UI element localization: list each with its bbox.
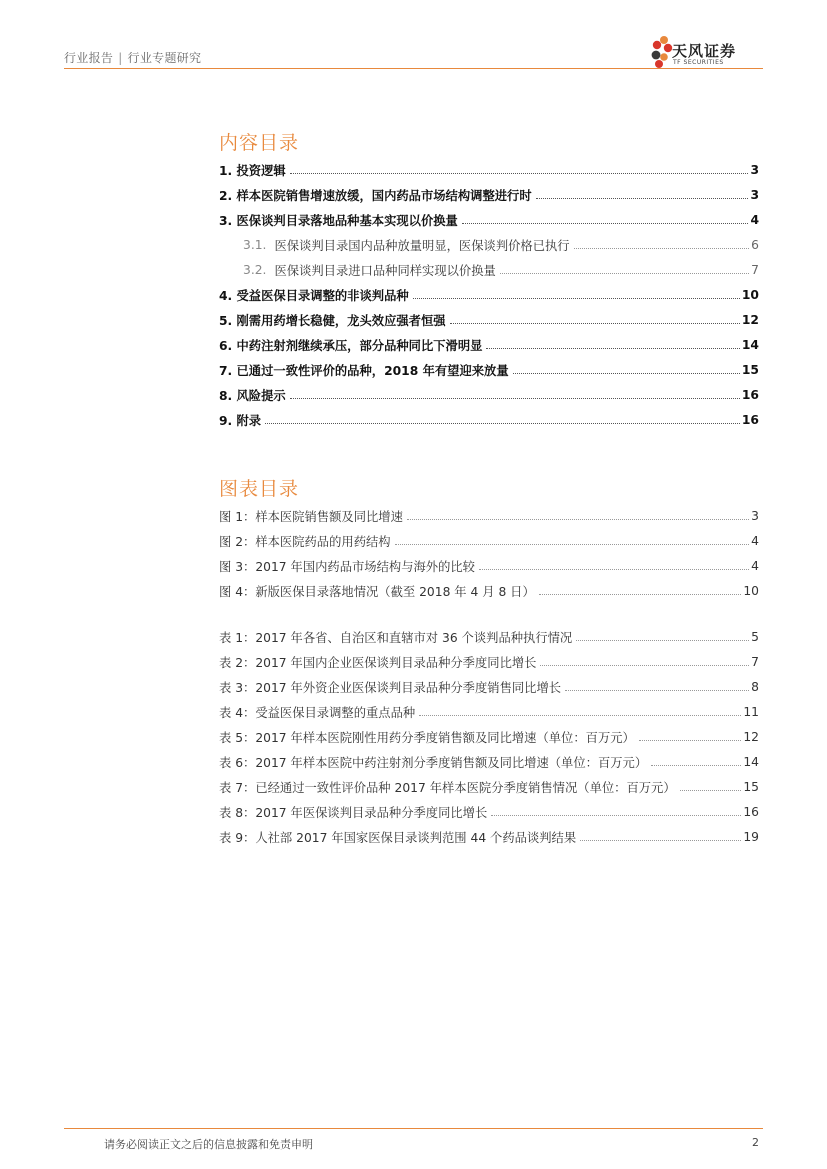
figure-item[interactable]: 图 3：2017 年国内药品市场结构与海外的比较 4 — [219, 558, 759, 574]
contents-list — [219, 157, 759, 432]
toc-item[interactable]: 2. 样本医院销售增速放缓，国内药品市场结构调整进行时 3 — [219, 187, 759, 203]
header-separator: | — [118, 51, 123, 65]
toc-item[interactable]: 5. 刚需用药增长稳健，龙头效应强者恒强 12 — [219, 312, 759, 328]
figure-item[interactable]: 图 4：新版医保目录落地情况（截至 2018 年 4 月 8 日） 10 — [219, 583, 759, 599]
table-item[interactable]: 表 2：2017 年国内企业医保谈判目录品种分季度同比增长 7 — [219, 654, 759, 670]
header-category: 行业报告 — [64, 51, 114, 65]
page-number: 2 — [752, 1136, 759, 1149]
toc-item[interactable]: 4. 受益医保目录调整的非谈判品种 10 — [219, 287, 759, 303]
tables-list — [219, 624, 759, 849]
toc-item[interactable]: 1. 投资逻辑 3 — [219, 162, 759, 178]
table-item[interactable]: 表 8：2017 年医保谈判目录品种分季度同比增长 16 — [219, 804, 759, 820]
header-subcategory: 行业专题研究 — [127, 51, 202, 65]
table-item[interactable]: 表 4：受益医保目录调整的重点品种 11 — [219, 704, 759, 720]
table-item[interactable]: 表 9：人社部 2017 年国家医保目录谈判范围 44 个药品谈判结果 19 — [219, 829, 759, 845]
figures-list — [219, 503, 759, 603]
table-item[interactable]: 表 1：2017 年各省、自治区和直辖市对 36 个谈判品种执行情况 5 — [219, 629, 759, 645]
header-divider — [64, 68, 763, 69]
table-item[interactable]: 表 5：2017 年样本医院刚性用药分季度销售额及同比增速（单位：百万元） 12 — [219, 729, 759, 745]
figure-item[interactable]: 图 2：样本医院药品的用药结构 4 — [219, 533, 759, 549]
toc-item[interactable]: 7. 已通过一致性评价的品种，2018 年有望迎来放量 15 — [219, 362, 759, 378]
figure-item[interactable]: 图 1：样本医院销售额及同比增速 3 — [219, 508, 759, 524]
footer-divider — [64, 1128, 763, 1129]
toc-item[interactable]: 3. 医保谈判目录落地品种基本实现以价换量 4 — [219, 212, 759, 228]
toc-subitem[interactable]: 3.2. 医保谈判目录进口品种同样实现以价换量 7 — [243, 262, 759, 278]
charts-title: 图表目录 — [219, 478, 300, 500]
toc-item[interactable]: 8. 风险提示 16 — [219, 387, 759, 403]
toc-item[interactable]: 9. 附录 16 — [219, 412, 759, 428]
toc-item[interactable]: 6. 中药注射剂继续承压，部分品种同比下滑明显 14 — [219, 337, 759, 353]
contents-title: 内容目录 — [219, 132, 300, 154]
table-item[interactable]: 表 7：已经通过一致性评价品种 2017 年样本医院分季度销售情况（单位：百万元） 15 — [219, 779, 759, 795]
brand-name: 天风证券 — [672, 42, 737, 60]
toc-subitem[interactable]: 3.1. 医保谈判目录国内品种放量明显，医保谈判价格已执行 6 — [243, 237, 759, 253]
table-item[interactable]: 表 6：2017 年样本医院中药注射剂分季度销售额及同比增速（单位：百万元） 14 — [219, 754, 759, 770]
header-breadcrumb — [64, 49, 201, 66]
brand-subtitle: TF SECURITIES — [673, 59, 724, 66]
footer-disclaimer: 请务必阅读正文之后的信息披露和免责申明 — [104, 1138, 313, 1151]
table-item[interactable]: 表 3：2017 年外资企业医保谈判目录品种分季度销售同比增长 8 — [219, 679, 759, 695]
